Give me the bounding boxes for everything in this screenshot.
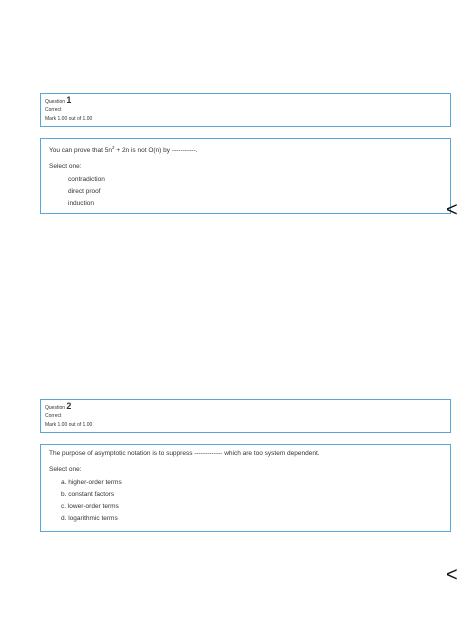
chevron-left-icon[interactable]: < bbox=[446, 199, 458, 221]
answer-options bbox=[49, 477, 442, 525]
question-1-heading bbox=[45, 96, 446, 106]
select-one-label: Select one: bbox=[49, 466, 82, 473]
question-mark: Mark 1.00 out of 1.00 bbox=[45, 116, 93, 122]
question-2-prompt: The purpose of asymptotic notation is to suppress ------------- which are too system dependent. bbox=[49, 450, 320, 457]
answer-option[interactable]: d. logarithmic terms bbox=[61, 515, 118, 522]
answer-option[interactable]: b. constant factors bbox=[61, 491, 115, 498]
answer-options bbox=[49, 174, 442, 210]
answer-option[interactable]: induction bbox=[68, 200, 95, 208]
question-number: 2 bbox=[66, 401, 72, 411]
question-status: Correct bbox=[45, 107, 62, 113]
question-label: Question bbox=[45, 405, 66, 411]
chevron-left-icon[interactable]: < bbox=[446, 564, 458, 586]
answer-option[interactable]: a. higher-order terms bbox=[61, 479, 122, 486]
question-number: 1 bbox=[66, 95, 72, 105]
question-1-prompt: You can prove that $5n^2 + 2n$ is not O(n) by -----------. bbox=[49, 145, 198, 155]
question-1-content bbox=[40, 138, 451, 214]
question-label: Question bbox=[45, 99, 66, 105]
question-status: Correct bbox=[45, 413, 62, 419]
select-one-label: Select one: bbox=[49, 163, 82, 171]
question-2-heading bbox=[45, 402, 446, 412]
question-2-content bbox=[40, 444, 451, 532]
question-mark: Mark 1.00 out of 1.00 bbox=[45, 422, 93, 428]
question-2-info bbox=[40, 399, 451, 433]
question-1-info bbox=[40, 93, 451, 127]
answer-option[interactable]: contradiction bbox=[68, 176, 105, 184]
answer-option[interactable]: c. lower-order terms bbox=[61, 503, 119, 510]
answer-option[interactable]: direct proof bbox=[68, 188, 101, 196]
